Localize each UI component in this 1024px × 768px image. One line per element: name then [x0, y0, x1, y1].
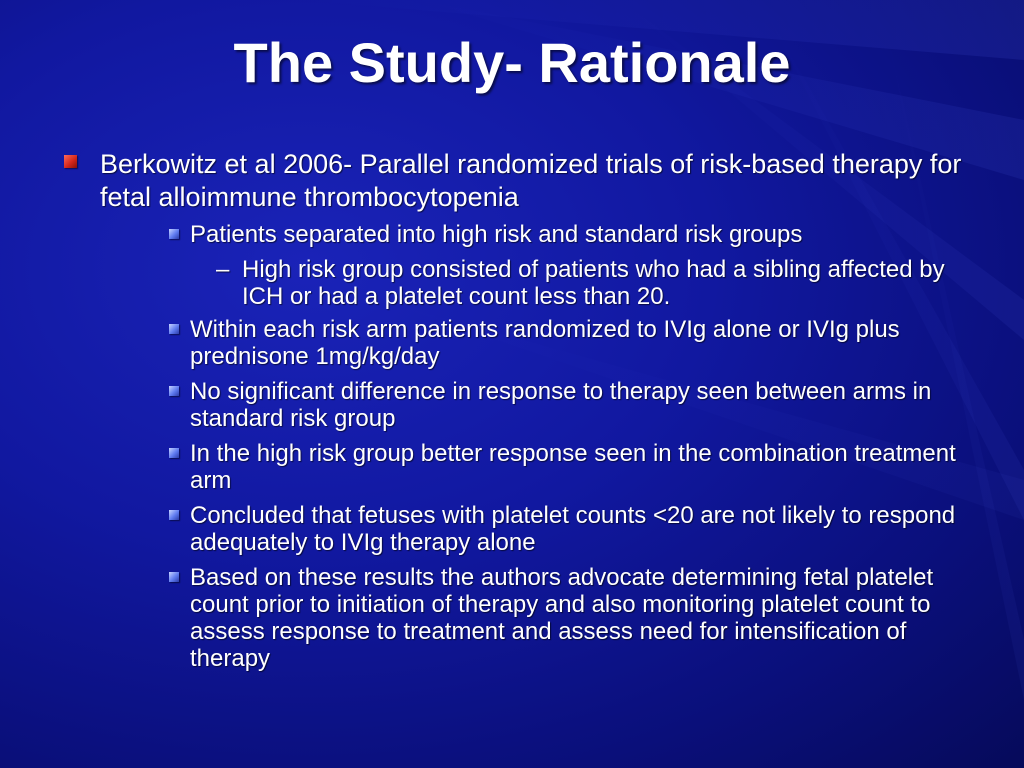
sub-bullet-text: No significant difference in response to therapy seen between arms in standard risk group: [190, 378, 932, 432]
sub-bullet-square-icon: [169, 229, 179, 239]
sub-bullet-square-icon: [169, 324, 179, 334]
main-bullet-text: Berkowitz et al 2006- Parallel randomized trials of risk-based therapy for fetal alloimmune thrombocytopenia: [100, 149, 962, 212]
slide-title: The Study- Rationale: [233, 31, 791, 94]
sub-bullet-text: Patients separated into high risk and standard risk groups: [190, 221, 803, 248]
main-bullet-square-icon: [64, 155, 77, 168]
sub-bullet-text: Based on these results the authors advocate determining fetal platelet count prior to initiation of therapy and also monitoring platelet count to assess response to treatment and assess need for intensification of therapy: [190, 564, 934, 672]
sub-bullet-text: Concluded that fetuses with platelet counts <20 are not likely to respond adequately to IVIg therapy alone: [190, 502, 956, 556]
dash-marker: –: [216, 256, 230, 283]
sub-bullet-square-icon: [169, 386, 179, 396]
sub-bullet-square-icon: [169, 510, 179, 520]
sub-bullet-square-icon: [169, 572, 179, 582]
sub-bullet-text: Within each risk arm patients randomized to IVIg alone or IVIg plus prednisone 1mg/kg/day: [190, 316, 900, 370]
sub-bullet-square-icon: [169, 448, 179, 458]
sub-bullet-text: In the high risk group better response seen in the combination treatment arm: [190, 440, 956, 494]
sub-sub-bullet-text: High risk group consisted of patients who had a sibling affected by ICH or had a platelet count less than 20.: [242, 256, 945, 310]
